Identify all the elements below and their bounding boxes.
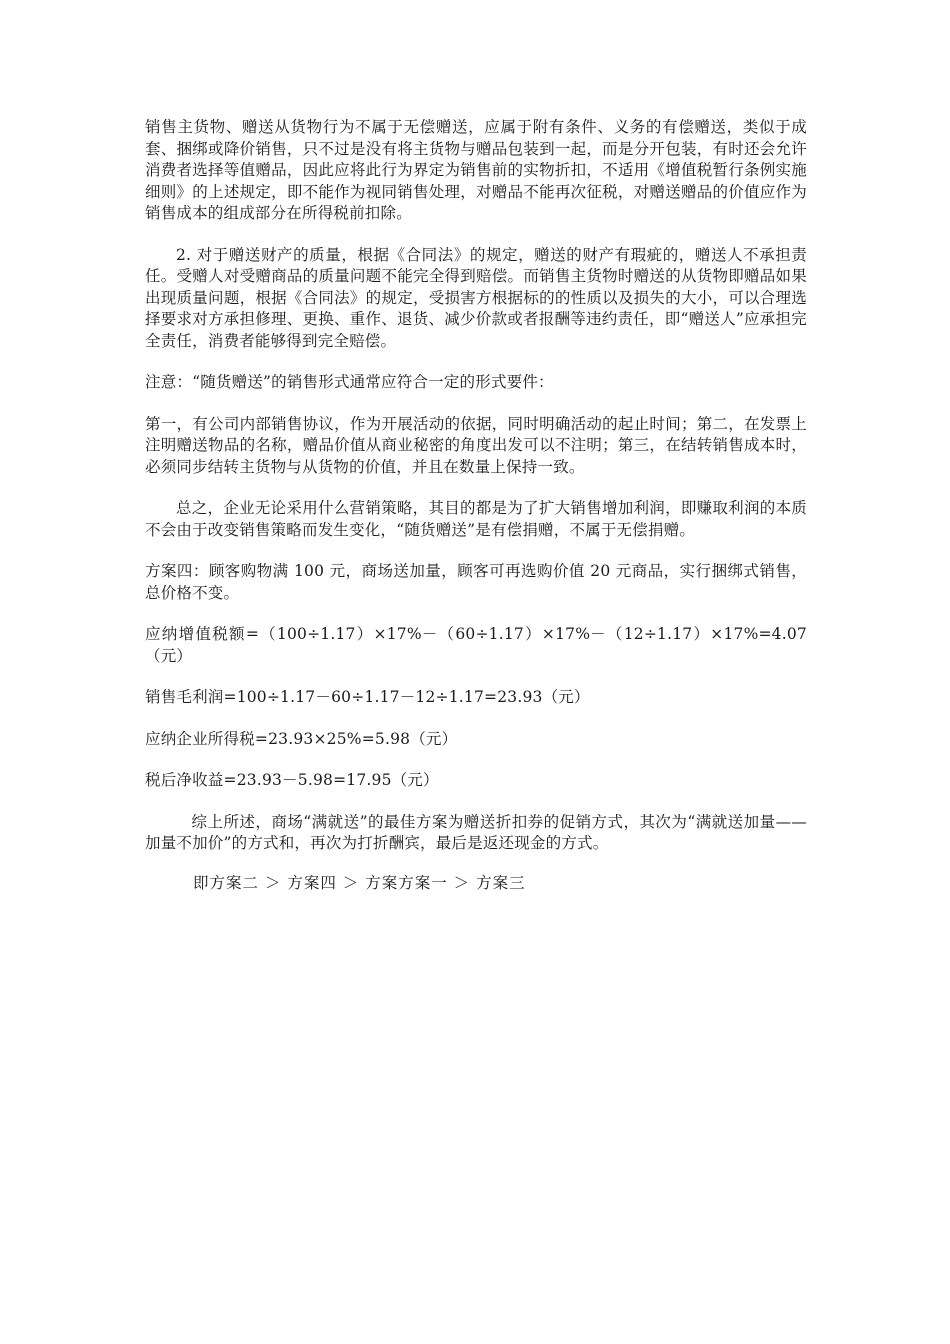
paragraph-summary: 总之，企业无论采用什么营销策略，其目的都是为了扩大销售增加利润，即赚取利润的本质不会由于改变销售策略而发生变化，“随货赠送”是有偿捐赠，不属于无偿捐赠。 [145, 499, 807, 539]
document-body [145, 117, 807, 914]
paragraph-conclusion: 综上所述，商场“满就送”的最佳方案为赠送折扣券的促销方式，其次为“满就送加量——加量不加价”的方式和，再次为打折酬宾，最后是返还现金的方式。 [145, 812, 807, 852]
paragraph-note: 注意：“随货赠送”的销售形式通常应符合一定的形式要件： [145, 373, 554, 391]
formula-gross-profit: 销售毛利润=100÷1.17－60÷1.17－12÷1.17=23.93（元） [145, 688, 590, 706]
plan-ranking: 即方案二 ＞ 方案四 ＞ 方案方案一 ＞ 方案三 [193, 873, 526, 892]
formula-income-tax: 应纳企业所得税=23.93×25%=5.98（元） [145, 729, 458, 748]
paragraph-quality-liability: 2. 对于赠送财产的质量，根据《合同法》的规定，赠送的财产有瑕疵的，赠送人不承担责任。受赠人对受赠商品的质量问题不能完全得到赔偿。而销售主货物时赠送的从货物即赠品如果出现质量问题，根据《合同法》的规定，受损害方根据标的的性质以及损失的大小，可以合理选择要求对方承担修理、更换、重作、退货、减少价款或者报酬等违约责任，即“赠送人”应承担完全责任，消费者能够得到完全赔偿。 [145, 245, 807, 350]
paragraph-requirements: 第一，有公司内部销售协议，作为开展活动的依据，同时明确活动的起止时间；第二，在发票上注明赠送物品的名称，赠品价值从商业秘密的角度出发可以不注明；第三，在结转销售成本时，必须同步结转主货物与从货物的价值，并且在数量上保持一致。 [145, 414, 807, 476]
paragraph-gift-nature: 销售主货物、赠送从货物行为不属于无偿赠送，应属于附有条件、义务的有偿赠送，类似于成套、捆绑或降价销售，只不过是没有将主货物与赠品包装到一起，而是分开包装，有时还会允许消费者选择等值赠品，因此应将此行为界定为销售前的实物折扣，不适用《增值税暂行条例实施细则》的上述规定，即不能作为视同销售处理，对赠品不能再次征税，对赠送赠品的价值应作为销售成本的组成部分在所得税前扣除。 [145, 118, 807, 222]
formula-vat: 应纳增值税额=（100÷1.17）×17%－（60÷1.17）×17%－（12÷1.17）×17%=4.07（元） [145, 625, 807, 665]
paragraph-plan-four: 方案四：顾客购物满 100 元，商场送加量，顾客可再选购价值 20 元商品，实行捆绑式销售，总价格不变。 [145, 562, 807, 602]
formula-net-income: 税后净收益=23.93－5.98=17.95（元） [145, 771, 439, 789]
